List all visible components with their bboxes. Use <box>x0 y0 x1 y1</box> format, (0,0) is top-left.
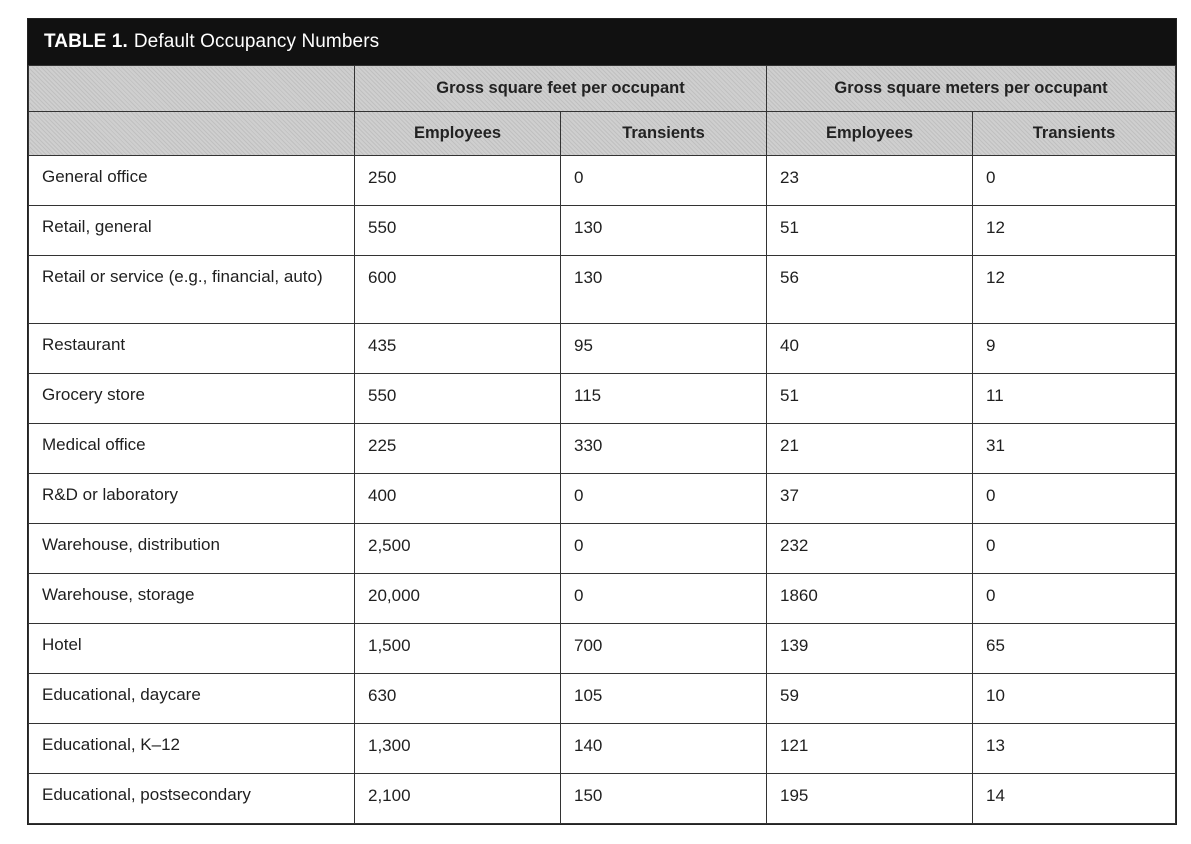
sub-header-feet-employees: Employees <box>355 112 561 156</box>
sub-header-meters-employees: Employees <box>767 112 973 156</box>
category-cell: Retail or service (e.g., financial, auto) <box>29 256 355 324</box>
sqft-employees-cell: 630 <box>355 674 561 724</box>
sqft-employees-cell: 1,500 <box>355 624 561 674</box>
table-row <box>29 724 1176 774</box>
sqm-employees-cell: 37 <box>767 474 973 524</box>
table-row <box>29 156 1176 206</box>
category-cell: General office <box>29 156 355 206</box>
group-header-square-feet: Gross square feet per occupant <box>355 66 767 112</box>
sqm-employees-cell: 23 <box>767 156 973 206</box>
sqm-transients-cell: 11 <box>973 374 1176 424</box>
table-header <box>29 66 1176 156</box>
sqft-transients-cell: 700 <box>561 624 767 674</box>
sqm-employees-cell: 51 <box>767 374 973 424</box>
category-cell: Warehouse, distribution <box>29 524 355 574</box>
category-cell: Educational, daycare <box>29 674 355 724</box>
table-body <box>29 156 1176 824</box>
category-cell: Restaurant <box>29 324 355 374</box>
sqft-transients-cell: 0 <box>561 156 767 206</box>
sqm-transients-cell: 9 <box>973 324 1176 374</box>
table-row <box>29 256 1176 324</box>
sqm-transients-cell: 10 <box>973 674 1176 724</box>
table-row <box>29 774 1176 824</box>
table-row <box>29 374 1176 424</box>
table-row <box>29 206 1176 256</box>
sqm-employees-cell: 59 <box>767 674 973 724</box>
sqft-employees-cell: 1,300 <box>355 724 561 774</box>
sqm-employees-cell: 121 <box>767 724 973 774</box>
sqm-employees-cell: 51 <box>767 206 973 256</box>
sqft-employees-cell: 225 <box>355 424 561 474</box>
sqm-transients-cell: 12 <box>973 256 1176 324</box>
sqm-transients-cell: 0 <box>973 574 1176 624</box>
sqft-employees-cell: 20,000 <box>355 574 561 624</box>
table-row <box>29 424 1176 474</box>
sqft-transients-cell: 0 <box>561 524 767 574</box>
sqft-employees-cell: 250 <box>355 156 561 206</box>
sqft-transients-cell: 140 <box>561 724 767 774</box>
sub-header-blank <box>29 112 355 156</box>
table-row <box>29 474 1176 524</box>
sqm-employees-cell: 139 <box>767 624 973 674</box>
category-cell: Educational, K–12 <box>29 724 355 774</box>
table-title: Default Occupancy Numbers <box>133 31 380 52</box>
sqm-transients-cell: 0 <box>973 156 1176 206</box>
sqm-employees-cell: 195 <box>767 774 973 824</box>
sqm-employees-cell: 1860 <box>767 574 973 624</box>
category-cell: Grocery store <box>29 374 355 424</box>
sqft-transients-cell: 95 <box>561 324 767 374</box>
sqm-transients-cell: 14 <box>973 774 1176 824</box>
category-cell: Educational, postsecondary <box>29 774 355 824</box>
category-cell: Hotel <box>29 624 355 674</box>
sqft-employees-cell: 550 <box>355 374 561 424</box>
sqft-employees-cell: 600 <box>355 256 561 324</box>
sqft-transients-cell: 0 <box>561 574 767 624</box>
occupancy-data-table <box>28 65 1176 824</box>
sqm-transients-cell: 0 <box>973 474 1176 524</box>
sub-header-row <box>29 112 1176 156</box>
table-row <box>29 574 1176 624</box>
sqft-transients-cell: 130 <box>561 256 767 324</box>
table-label: TABLE 1. <box>44 31 128 52</box>
table-row <box>29 674 1176 724</box>
table-title-bar <box>28 19 1176 65</box>
table-row <box>29 324 1176 374</box>
sub-header-feet-transients: Transients <box>561 112 767 156</box>
sqm-transients-cell: 65 <box>973 624 1176 674</box>
table-row <box>29 524 1176 574</box>
sub-header-meters-transients: Transients <box>973 112 1176 156</box>
sqft-transients-cell: 130 <box>561 206 767 256</box>
category-cell: Retail, general <box>29 206 355 256</box>
sqft-employees-cell: 2,500 <box>355 524 561 574</box>
sqft-transients-cell: 105 <box>561 674 767 724</box>
sqft-employees-cell: 435 <box>355 324 561 374</box>
sqm-employees-cell: 40 <box>767 324 973 374</box>
sqm-employees-cell: 56 <box>767 256 973 324</box>
sqm-transients-cell: 0 <box>973 524 1176 574</box>
sqm-transients-cell: 31 <box>973 424 1176 474</box>
group-header-square-meters: Gross square meters per occupant <box>767 66 1176 112</box>
sqft-transients-cell: 0 <box>561 474 767 524</box>
sqft-transients-cell: 115 <box>561 374 767 424</box>
group-header-blank <box>29 66 355 112</box>
sqft-transients-cell: 330 <box>561 424 767 474</box>
category-cell: Warehouse, storage <box>29 574 355 624</box>
sqm-transients-cell: 13 <box>973 724 1176 774</box>
table-row <box>29 624 1176 674</box>
sqm-transients-cell: 12 <box>973 206 1176 256</box>
group-header-row <box>29 66 1176 112</box>
sqm-employees-cell: 232 <box>767 524 973 574</box>
sqft-employees-cell: 550 <box>355 206 561 256</box>
sqft-employees-cell: 2,100 <box>355 774 561 824</box>
category-cell: Medical office <box>29 424 355 474</box>
sqm-employees-cell: 21 <box>767 424 973 474</box>
sqft-employees-cell: 400 <box>355 474 561 524</box>
category-cell: R&D or laboratory <box>29 474 355 524</box>
sqft-transients-cell: 150 <box>561 774 767 824</box>
occupancy-table <box>27 18 1177 825</box>
